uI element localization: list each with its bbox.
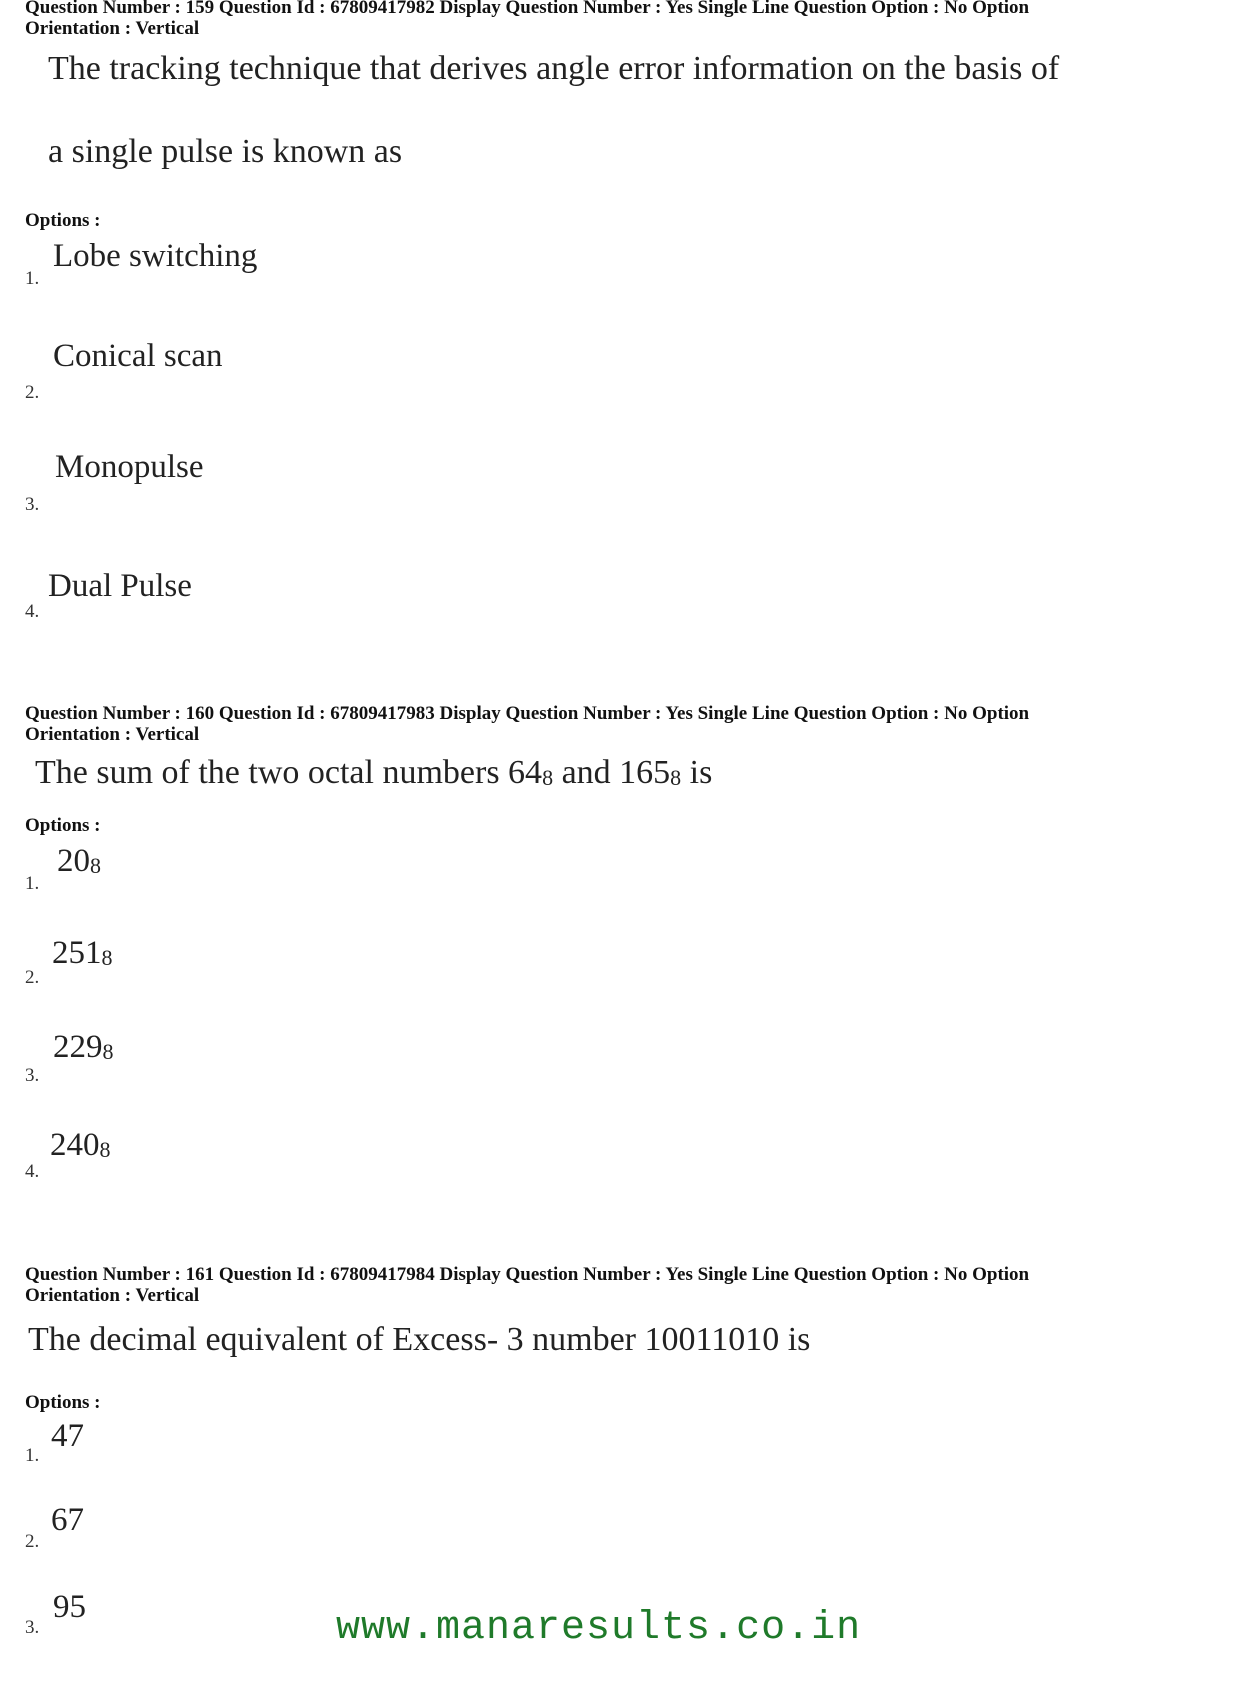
question-meta-line-2: Orientation : Vertical — [25, 724, 200, 745]
option-text — [57, 843, 101, 880]
question-meta-line-1: Question Number : 161 Question Id : 67809417984 Display Question Number : Yes Single Line Question Option : No Option — [25, 1264, 1030, 1285]
option-number: 4. — [25, 601, 40, 622]
option-value: 251 — [52, 935, 102, 971]
subscript-base: 8 — [99, 1137, 111, 1162]
options-label: Options : — [25, 815, 101, 836]
subscript-base: 8 — [101, 945, 113, 970]
question-meta — [25, 1264, 1225, 1306]
question-meta-line-2: Orientation : Vertical — [25, 1285, 200, 1306]
option-number: 2. — [25, 1531, 40, 1552]
option-text: 67 — [51, 1502, 84, 1538]
question-text — [35, 754, 712, 792]
option-text — [53, 1029, 114, 1066]
options-label: Options : — [25, 1392, 101, 1413]
option-value: 229 — [53, 1029, 103, 1065]
question-text-part: is — [681, 754, 713, 791]
option-text: 47 — [51, 1418, 84, 1454]
options-label: Options : — [25, 210, 101, 231]
question-text-line-2: a single pulse is known as — [48, 133, 403, 170]
option-text: 95 — [53, 1589, 86, 1625]
question-text-line-1: The tracking technique that derives angle error information on the basis of — [48, 50, 1060, 87]
option-text — [52, 935, 113, 972]
option-number: 1. — [25, 268, 40, 289]
option-number: 1. — [25, 873, 40, 894]
subscript-base: 8 — [90, 853, 101, 878]
option-number: 4. — [25, 1161, 40, 1182]
question-meta-line-1: Question Number : 159 Question Id : 67809417982 Display Question Number : Yes Single Line Question Option : No Option — [25, 0, 1030, 18]
option-value: 20 — [57, 843, 90, 879]
question-meta — [25, 703, 1225, 745]
question-text-part: The sum of the two octal numbers 64 — [35, 754, 543, 791]
option-text: Dual Pulse — [48, 568, 192, 604]
subscript-base: 8 — [670, 765, 682, 790]
subscript-base: 8 — [542, 765, 554, 790]
question-text: The decimal equivalent of Excess- 3 number 10011010 is — [28, 1321, 811, 1358]
option-text: Conical scan — [53, 338, 223, 374]
option-number: 3. — [25, 494, 40, 515]
option-number: 2. — [25, 967, 40, 988]
watermark-url: www.manaresults.co.in — [336, 1606, 862, 1651]
option-text — [50, 1127, 111, 1164]
option-text: Lobe switching — [53, 238, 258, 274]
option-text: Monopulse — [55, 449, 204, 485]
question-meta-line-2: Orientation : Vertical — [25, 18, 200, 39]
option-number: 1. — [25, 1445, 40, 1466]
question-text-part: and 165 — [553, 754, 671, 791]
option-number: 3. — [25, 1617, 40, 1638]
option-value: 240 — [50, 1127, 100, 1163]
option-number: 3. — [25, 1065, 40, 1086]
subscript-base: 8 — [102, 1039, 114, 1064]
question-meta-line-1: Question Number : 160 Question Id : 67809417983 Display Question Number : Yes Single Line Question Option : No Option — [25, 703, 1030, 724]
question-meta — [25, 0, 1225, 39]
option-number: 2. — [25, 382, 40, 403]
